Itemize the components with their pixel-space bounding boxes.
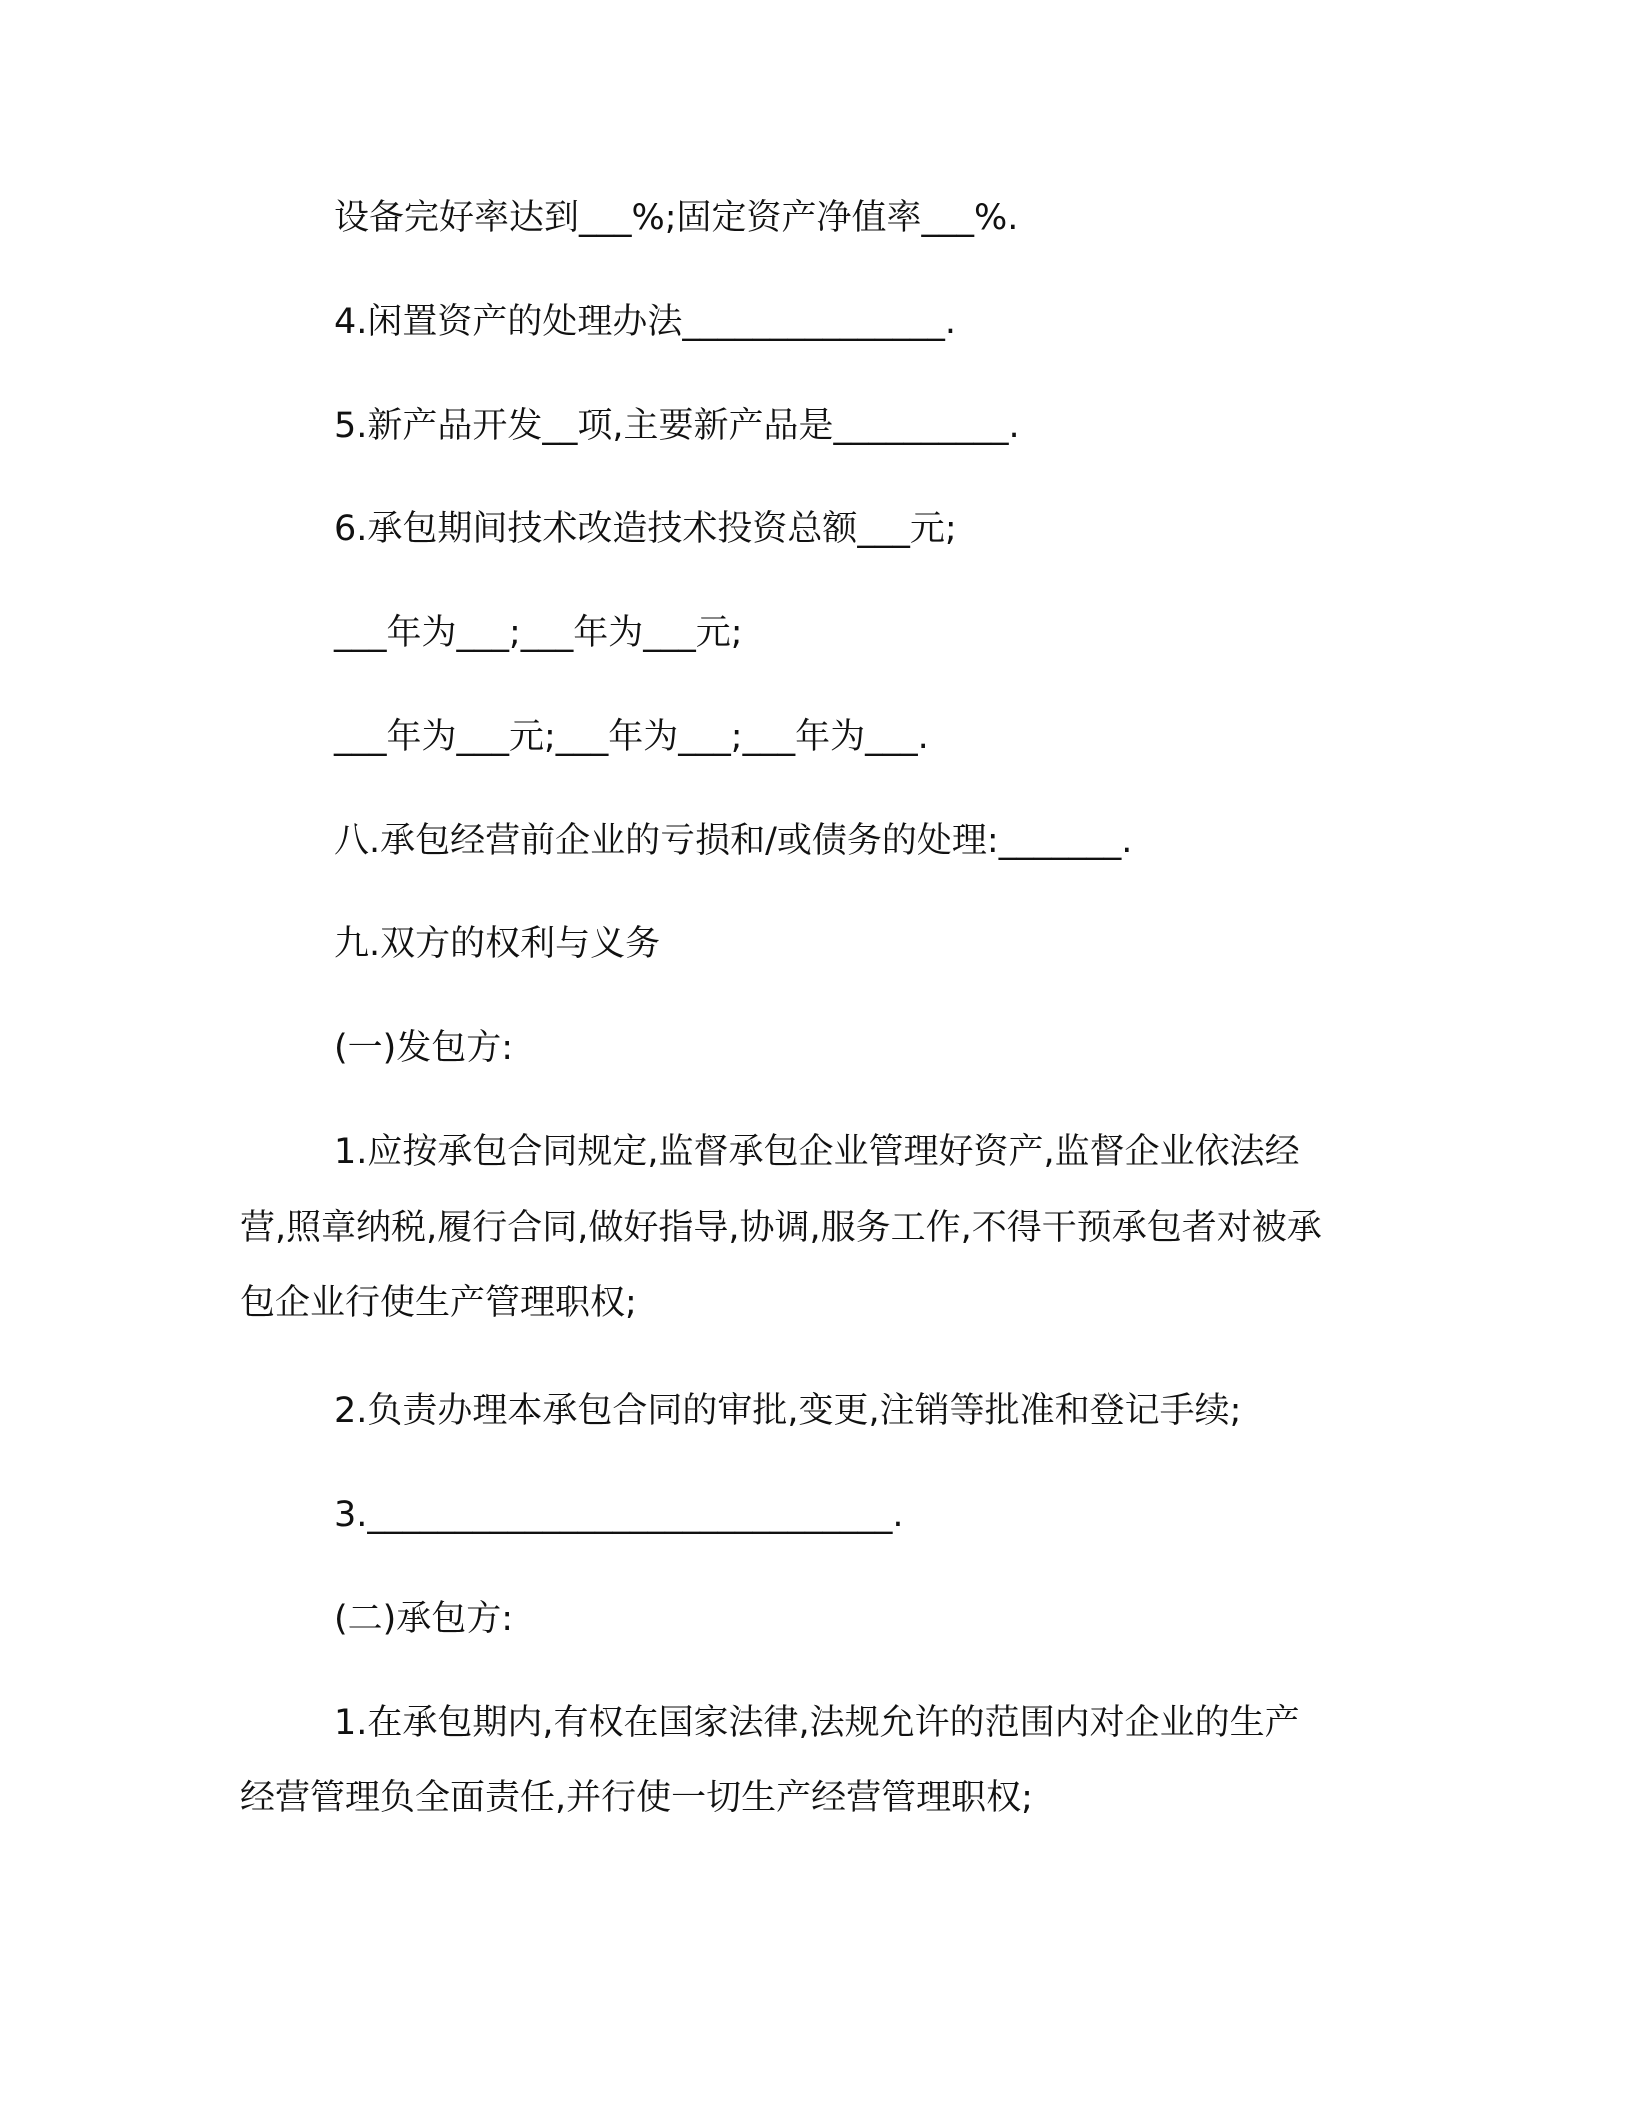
text-line-yearly-amounts-1: ___年为___;___年为___元;	[334, 613, 743, 653]
text-line-employer-duty-3: 3.______________________________.	[334, 1495, 904, 1535]
text-line-idle-assets: 4.闲置资产的处理办法_______________.	[334, 302, 957, 342]
text-line-equipment-rate: 设备完好率达到___%;固定资产净值率___%.	[334, 198, 1019, 238]
section-heading-rights-obligations: 九.双方的权利与义务	[334, 924, 661, 964]
text-line-employer-duty-1a: 1.应按承包合同规定,监督承包企业管理好资产,监督企业依法经	[334, 1132, 1300, 1172]
text-line-yearly-amounts-2: ___年为___元;___年为___;___年为___.	[334, 717, 929, 757]
text-line-tech-investment: 6.承包期间技术改造技术投资总额___元;	[334, 509, 957, 549]
subsection-heading-employer: (一)发包方:	[334, 1028, 514, 1068]
text-line-employer-duty-2: 2.负责办理本承包合同的审批,变更,注销等批准和登记手续;	[334, 1391, 1242, 1431]
text-line-employer-duty-1c: 包企业行使生产管理职权;	[240, 1283, 637, 1323]
subsection-heading-contractor: (二)承包方:	[334, 1599, 514, 1639]
text-line-contractor-duty-1a: 1.在承包期内,有权在国家法律,法规允许的范围内对企业的生产	[334, 1703, 1300, 1743]
text-line-contractor-duty-1b: 经营管理负全面责任,并行使一切生产经营管理职权;	[240, 1778, 1033, 1818]
section-heading-debt-handling: 八.承包经营前企业的亏损和/或债务的处理:_______.	[334, 821, 1133, 861]
text-line-employer-duty-1b: 营,照章纳税,履行合同,做好指导,协调,服务工作,不得干预承包者对被承	[240, 1208, 1322, 1248]
text-line-new-products: 5.新产品开发__项,主要新产品是__________.	[334, 406, 1020, 446]
